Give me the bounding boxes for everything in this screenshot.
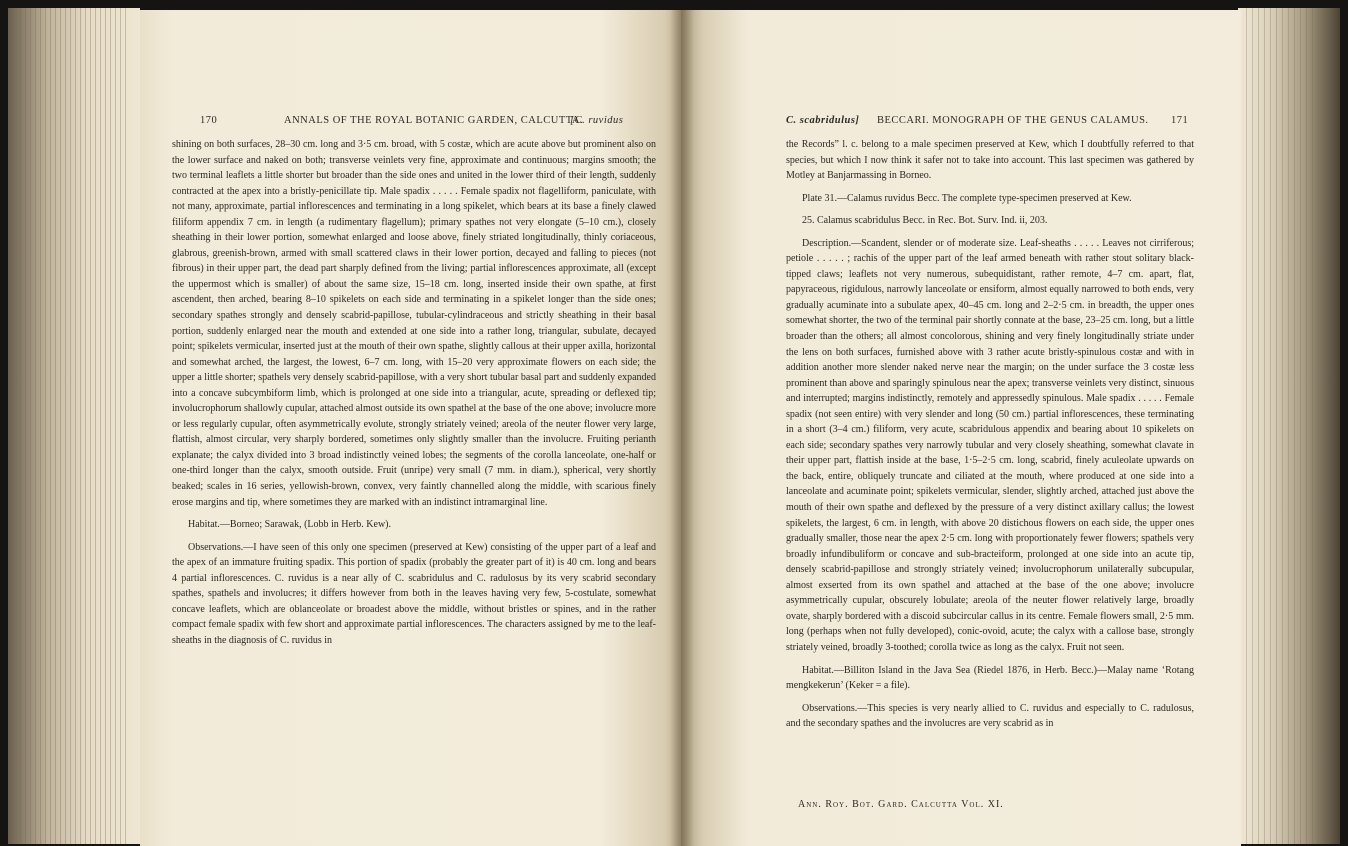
right-body-text	[786, 137, 1194, 732]
left-page	[140, 10, 681, 846]
book-gutter	[670, 10, 694, 846]
right-paragraph-habitat: Habitat.—Billiton Island in the Java Sea (Riedel 1876, in Herb. Becc.)—Malay name ‘Rotang mengkekerun’ (Keker = a file).	[786, 664, 1194, 692]
right-page	[681, 10, 1241, 846]
left-body-text	[172, 137, 656, 649]
left-species-tag: [C. ruvidus	[570, 115, 624, 126]
right-page-footer: Ann. Roy. Bot. Gard. Calcutta Vol. XI.	[798, 799, 1004, 810]
left-paragraph-observations: Observations.—I have seen of this only one specimen (preserved at Kew) consisting of the upper part of a leaf and the apex of an immature fruiting spadix. This portion of spadix (probably the greater part of it) is 40 cm. long and bears 4 partial inflorescences. C. ruvidus is a near ally of C. scabridulus and C. radulosus by its very scabrid secondary spathes, spathels and involucres; it differs however from both in the leaves having very few, 5-costulate, somewhat concave leaflets, which are oblanceolate or broadest above the middle, without bristles or spines, and in the rather compact female spadix with few short and approximate partial inflorescences. The characters assigned by me to the leaf-sheaths in the diagnosis of C. ruvidus in	[172, 541, 656, 646]
left-edge-texture	[20, 8, 130, 844]
left-running-head: ANNALS OF THE ROYAL BOTANIC GARDEN, CALCUTTA.	[284, 115, 584, 126]
right-paragraph-continuation: the Records” l. c. belong to a male specimen preserved at Kew, which I doubtfully referred to that species, but which I now think it safer not to take into account. This last specimen was gathered by Motley at Banjarmassing in Borneo.	[786, 139, 1194, 182]
left-paragraph-description: shining on both surfaces, 28–30 cm. long and 3·5 cm. broad, with 5 costæ, which are acute above but prominent also on the lower surface and naked on both; transverse veinlets very fine, approximate and continuous; margins smooth; the two terminal leaflets a little shorter but broader than the side ones and united in the lower third of their length, suddenly contracted at the apex into a bristly-penicillate tip. Male spadix . . . . . Female spadix not flagelliform, paniculate, with not many, approximate, partial inflorescences and terminating in a long spikelet, which bears at its base a finely clawed filiform appendix 7 cm. in length (a rudimentary flagellum); primary spathes not very elongate (5–10 cm.), closely sheathing in their lower portion, somewhat enlarged and loose above, finely striated longitudinally, thinly coriaceous, glabrous, greenish-brown, armed with small scattered claws in their lower portion, decayed and falling to pieces (not fibrous) in their upper part, the dead part sharply defined from the living; partial inflorescences approximate, all (except the uppermost which is smaller) of about the same size, 15–18 cm. long, inserted inside their own spathe, at first ascendent, then arched, bearing 8–10 spikelets on each side and terminating in a spikelet longer than the side ones; secondary spathes strongly and densely scabrid-papillose, tubular-cylindraceous and strictly sheathing in their basal portion, suddenly enlarged near the mouth and extended at one side into a rather long, triangular, subulate, decayed point; spikelets vermicular, inserted just at the mouth of their own spathe, slightly callous at their upper axilla, horizontal and somewhat arched, the largest, the lowest, 6–7 cm. long, with 15–20 very approximate flowers on each side; the upper a little shorter; spathels very densely scabrid-papillose, with a very short tubular basal part and suddenly expanded into a concave subcymbiform limb, which is prolonged at one side into a triangular, acute, spreading or deflexed tip; involucrophorum shallowly cupular, attached almost outside its own spathel at the base of the one above; involucre more or less regularly cupular, often asymmetrically evolute, strongly striately veined; areola of the neuter flower very large, flattish, almost circular, very sharply bordered, sometimes only slightly smaller than the involucre. Fruiting perianth explanate; the calyx divided into 3 broad indistinctly veined lobes; the segments of the corolla lanceolate, one-half or one-third longer than the calyx, smooth outside. Fruit (unripe) very small (7 mm. in diam.), spherical, very shortly beaked; scales in 16 series, yellowish-brown, convex, very faintly channelled along the middle, with scarious finely erose margins and tip, where sometimes they are marked with an indistinct intramarginal line.	[172, 139, 656, 508]
right-paragraph-description: Description.—Scandent, slender or of moderate size. Leaf-sheaths . . . . . Leaves not cirriferous; petiole . . . . . ; rachis of the upper part of the leaf armed beneath with rather stout solitary black-tipped claws; leaflets not very numerous, subequidistant, rather remote, 4–7 cm. apart, flat, papyraceous, rigidulous, narrowly lanceolate or ensiform, almost equally narrowed to both ends, very gradually acuminate into a subulate apex, 40–45 cm. long and 2–2·5 cm. in breadth, the upper ones somewhat shorter, the two of the terminal pair shortly connate at the base, 23–25 cm. long, but a little broader than the others; all almost concolorous, shining and very finely longitudinally striate under the lens on both surfaces, furnished above with 3 rather acute bristly-spinulous costæ and with in addition another more slender naked nerve near the margin; on the under surface the 3 costæ less prominent than above and sparingly spinulous near the apex; transverse veinlets very distinct, sinuous and interrupted; margins indistinctly, remotely and appressedly spinulous. Male spadix . . . . . Female spadix (not seen entire) with very slender and long (50 cm.) partial inflorescences, these terminating in a short (3–4 cm.) filiform, very acute, scabridulous appendix and bearing about 10 spikelets on each side; secondary spathes very narrowly tubular and very closely sheathing, somewhat clavate in their upper part, flattish inside at the base, 1·5–2·5 cm. long, scabrid, finely aculeolate upwards on the back, entire, obliquely truncate and ciliated at the mouth, where produced at one side into a lanceolate and acuminate point; spikelets vermicular, slender, slightly arched, attached just above the mouth of their own spathe and deflexed by the pressure of a very distinct axillary callus; the lowest spikelets, the largest, 6 cm. in length, with above 20 distichous flowers on each side, the upper ones gradually smaller, those near the apex 2·5 cm. long with proportionately fewer flowers; spathels very broadly infundibuliform or concave and sub-bracteiform, prolonged at one side into an acute tip, densely scabrid-papillose and strongly striately veined; involucrophorum unilaterally subcupular, almost exserted from its own spathel and attached at the base of the one above; involucre asymmetrically cupular, obscurely lobulate; areola of the neuter flower relatively large, broadly ovate, sharply bordered with a discoid subcircular callus in its centre. Female flowers small, 2·5 mm. long (perhaps when not fully developed), conic-ovoid, acute; the calyx with a callose base, strongly striately veined, broadly 3-toothed; corolla twice as long as the calyx. Fruit not seen.	[786, 237, 1194, 653]
left-page-number: 170	[200, 115, 218, 126]
left-paragraph-habitat: Habitat.—Borneo; Sarawak, (Lobb in Herb. Kew).	[188, 519, 391, 531]
right-running-head: BECCARI. MONOGRAPH OF THE GENUS CALAMUS.	[877, 115, 1149, 126]
right-paragraph-species-heading: 25. Calamus scabridulus Becc. in Rec. Bot. Surv. Ind. ii, 203.	[802, 215, 1048, 227]
right-paragraph-plate: Plate 31.—Calamus ruvidus Becc. The complete type-specimen preserved at Kew.	[802, 192, 1132, 204]
right-paragraph-observations: Observations.—This species is very nearly allied to C. ruvidus and especially to C. radulosus, and the secondary spathes and the involucres are very scabrid as in	[786, 702, 1194, 730]
right-edge-texture	[1246, 8, 1326, 844]
right-species-tag: C. scabridulus]	[786, 115, 860, 126]
right-page-number: 171	[1171, 115, 1189, 126]
